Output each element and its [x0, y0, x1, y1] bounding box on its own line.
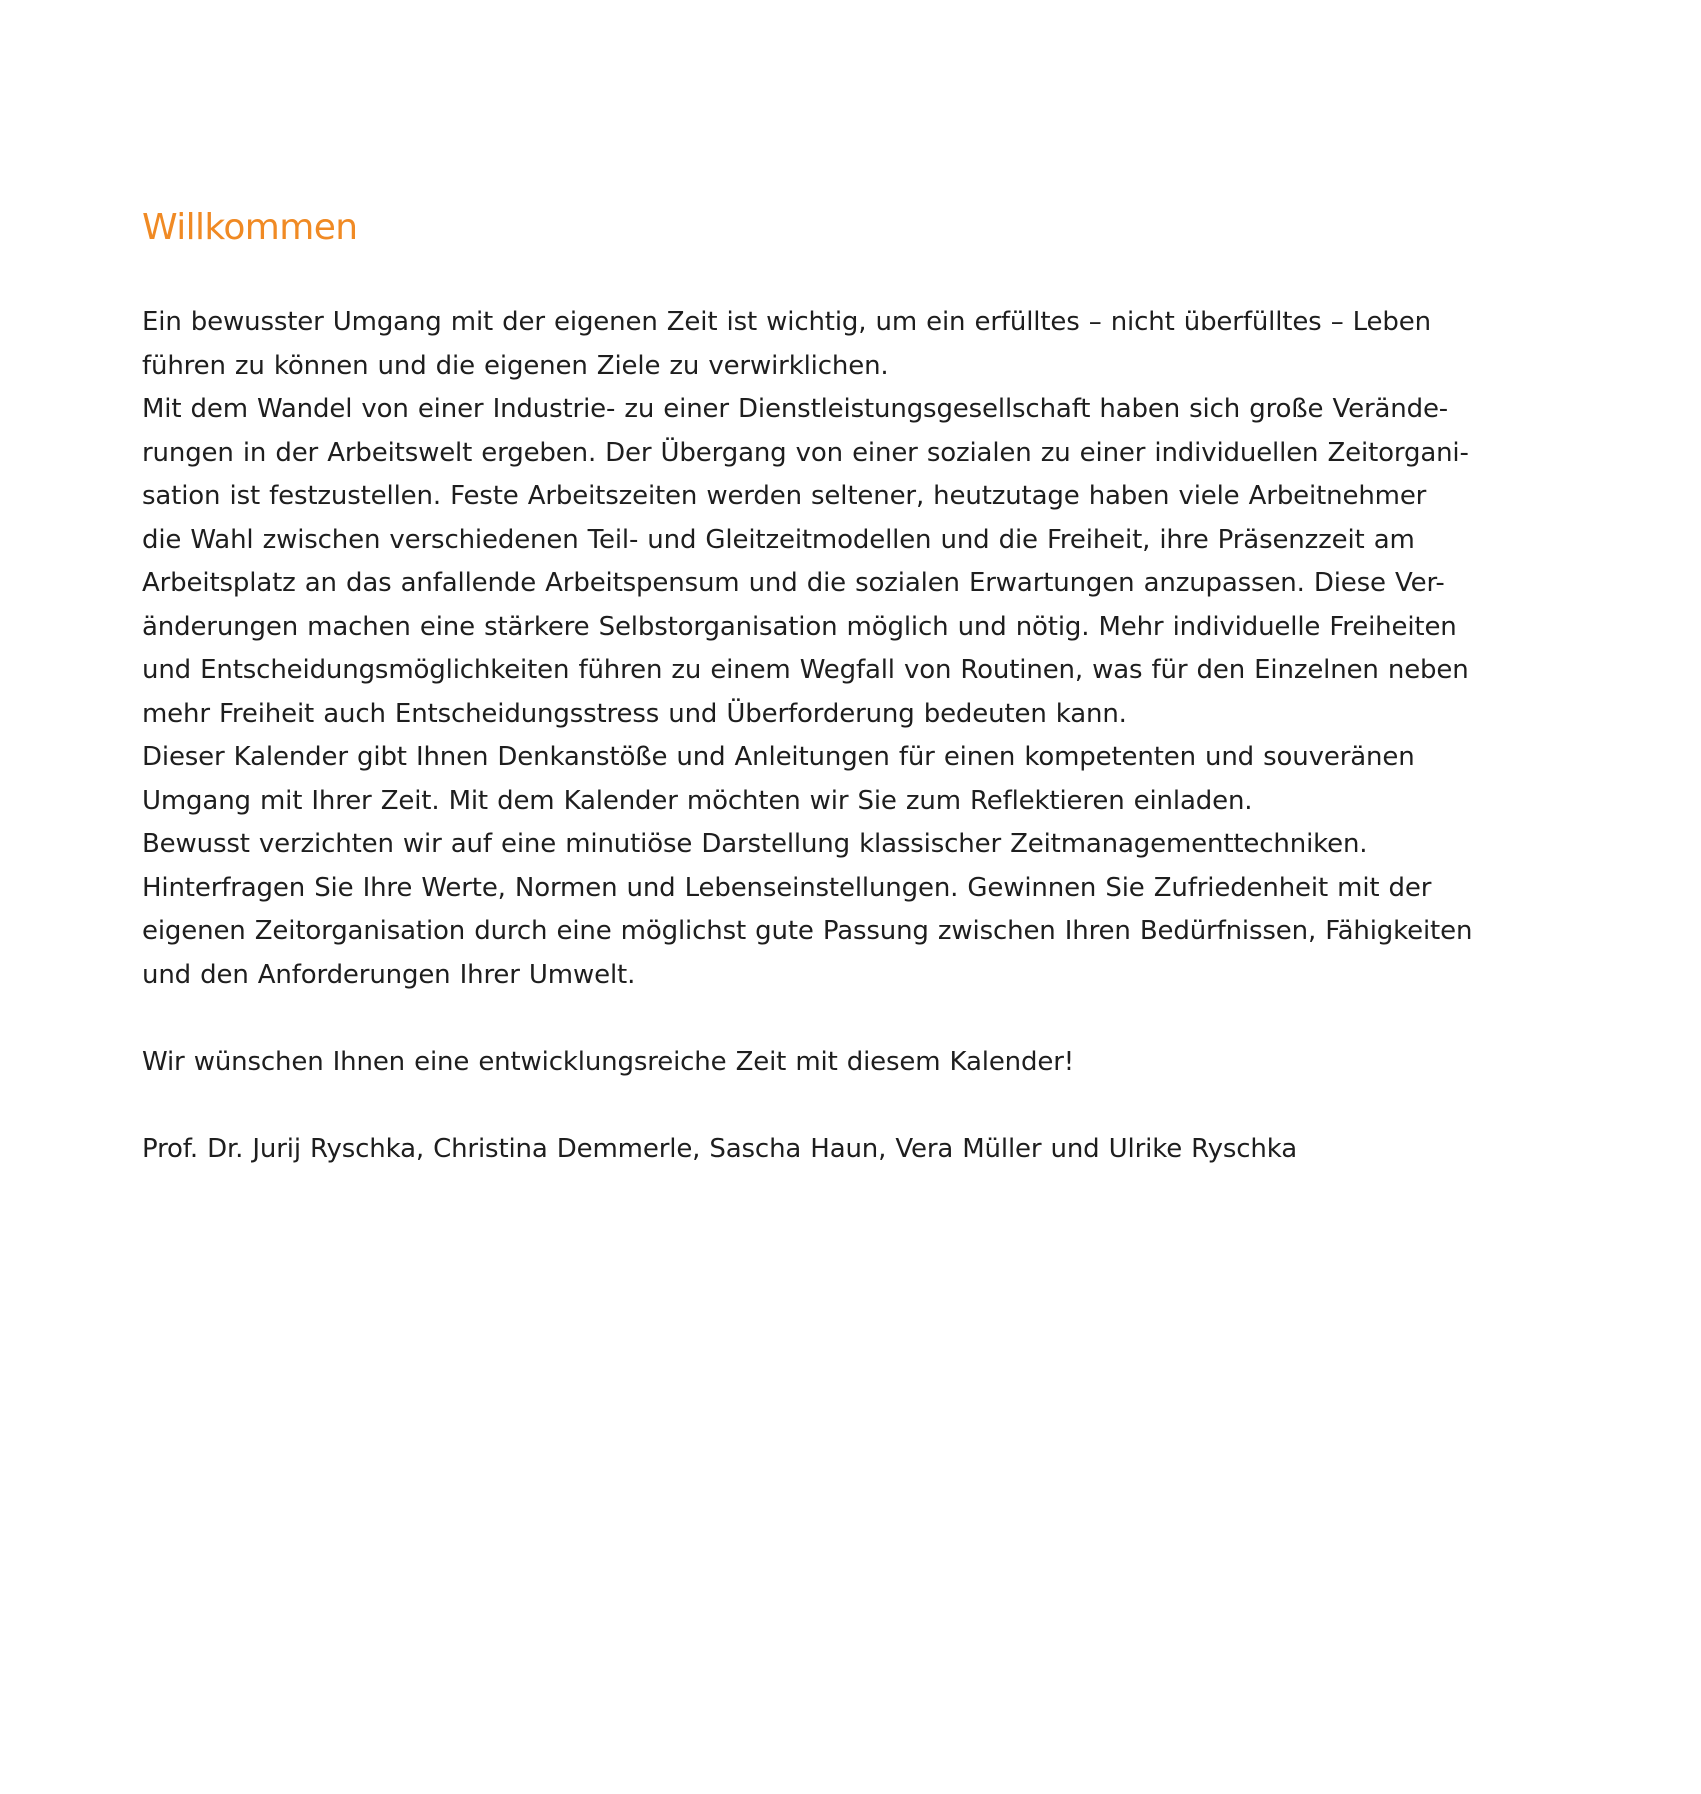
text-line: Umgang mit Ihrer Zeit. Mit dem Kalender möchten wir Sie zum Reflektieren einladen. — [142, 785, 1253, 816]
text-line: Hinterfragen Sie Ihre Werte, Normen und Lebenseinstellungen. Gewinnen Sie Zufriedenheit mit der — [142, 872, 1432, 903]
text-line: mehr Freiheit auch Entscheidungsstress und Überforderung bedeuten kann. — [142, 698, 1127, 729]
text-line: rungen in der Arbeitswelt ergeben. Der Übergang von einer sozialen zu einer individuellen Zeitorgani- — [142, 437, 1469, 468]
text-line: führen zu können und die eigenen Ziele zu verwirklichen. — [142, 350, 889, 381]
page-heading: Willkommen — [142, 207, 358, 248]
text-line: Arbeitsplatz an das anfallende Arbeitspensum und die sozialen Erwartungen anzupassen. Diese Ver- — [142, 568, 1445, 598]
text-line: Mit dem Wandel von einer Industrie- zu einer Dienstleistungsgesellschaft haben sich große Verände- — [142, 394, 1449, 424]
paragraph-spacer — [142, 1084, 1542, 1128]
text-line: Dieser Kalender gibt Ihnen Denkanstöße und Anleitungen für einen kompetenten und souveränen — [142, 742, 1415, 772]
text-line: eigenen Zeitorganisation durch eine möglichst gute Passung zwischen Ihren Bedürfnissen, Fähigkeiten — [142, 916, 1473, 946]
text-line: und Entscheidungsmöglichkeiten führen zu einem Wegfall von Routinen, was für den Einzelnen neben — [142, 655, 1469, 685]
welcome-text — [142, 301, 1542, 1171]
closing-wish: Wir wünschen Ihnen eine entwicklungsreiche Zeit mit diesem Kalender! — [142, 1046, 1075, 1077]
text-line: die Wahl zwischen verschiedenen Teil- und Gleitzeitmodellen und die Freiheit, ihre Präsenzzeit am — [142, 524, 1415, 555]
paragraph-spacer — [142, 997, 1542, 1041]
author-signature: Prof. Dr. Jurij Ryschka, Christina Demmerle, Sascha Haun, Vera Müller und Ulrike Ryschka — [142, 1133, 1297, 1164]
text-line: Bewusst verzichten wir auf eine minutiöse Darstellung klassischer Zeitmanagementtechniken. — [142, 829, 1368, 859]
text-line: sation ist festzustellen. Feste Arbeitszeiten werden seltener, heutzutage haben viele Arbeitnehmer — [142, 481, 1427, 511]
text-line: Ein bewusster Umgang mit der eigenen Zeit ist wichtig, um ein erfülltes – nicht überfülltes – Leben — [142, 307, 1431, 337]
text-line: und den Anforderungen Ihrer Umwelt. — [142, 959, 636, 990]
text-line: änderungen machen eine stärkere Selbstorganisation möglich und nötig. Mehr individuelle Freiheiten — [142, 611, 1457, 642]
